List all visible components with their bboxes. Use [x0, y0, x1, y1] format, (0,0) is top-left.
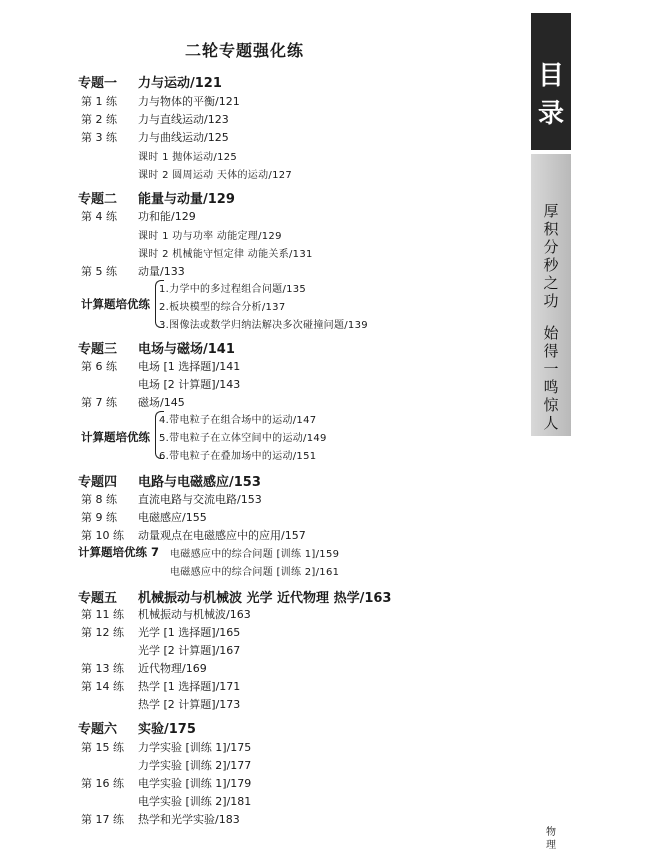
toc-label: 第 7 练	[81, 396, 117, 409]
toc-title: 机械振动与机械波 光学 近代物理 热学/163	[138, 591, 392, 606]
sidebar-slogan-char: 功	[543, 292, 559, 310]
toc-title: 动量观点在电磁感应中的应用/157	[138, 529, 306, 542]
toc-label: 第 5 练	[81, 265, 117, 278]
sidebar-slogan-char: 人	[543, 414, 559, 432]
toc-title: 课时 2 圆周运动 天体的运动/127	[138, 170, 293, 181]
page-title: 二轮专题强化练	[185, 41, 305, 60]
toc-label: 第 13 练	[81, 662, 124, 675]
toc-title: 课时 1 抛体运动/125	[138, 152, 238, 163]
toc-label: 第 10 练	[81, 529, 124, 542]
sidebar-slogan	[531, 154, 571, 436]
toc-label: 第 9 练	[81, 511, 117, 524]
toc-practice-label: 计算题培优练	[81, 297, 150, 311]
toc-title: 近代物理/169	[138, 662, 207, 675]
toc-practice-item: 4.带电粒子在组合场中的运动/147	[159, 415, 317, 426]
sidebar-slogan-char: 厚	[543, 202, 559, 220]
toc-title: 实验/175	[138, 722, 196, 737]
subject-char: 物	[546, 827, 556, 838]
toc-title: 电磁感应中的综合问题 [训练 1]/159	[170, 549, 340, 560]
toc-practice-label: 计算题培优练	[81, 430, 150, 444]
toc-title: 电学实验 [训练 1]/179	[138, 777, 252, 790]
toc-practice-item: 6.带电粒子在叠加场中的运动/151	[159, 451, 317, 462]
toc-title: 机械振动与机械波/163	[138, 608, 251, 621]
toc-title: 电学实验 [训练 2]/181	[138, 795, 252, 808]
toc-label: 专题六	[78, 722, 118, 737]
toc-title: 力与曲线运动/125	[138, 131, 229, 144]
toc-practice-item: 5.带电粒子在立体空间中的运动/149	[159, 433, 327, 444]
toc-label: 第 14 练	[81, 680, 124, 693]
toc-title: 热学 [2 计算题]/173	[138, 698, 241, 711]
toc-title: 力学实验 [训练 2]/177	[138, 759, 252, 772]
toc-title: 磁场/145	[138, 396, 185, 409]
toc-label: 第 8 练	[81, 493, 117, 506]
toc-label: 第 6 练	[81, 360, 117, 373]
sidebar-slogan-char: 始	[543, 324, 559, 342]
toc-practice-item: 3.图像法或数学归纳法解决多次碰撞问题/139	[159, 320, 368, 331]
toc-title: 力与物体的平衡/121	[138, 95, 240, 108]
toc-label: 第 1 练	[81, 95, 117, 108]
toc-title: 课时 1 功与功率 动能定理/129	[138, 231, 282, 242]
toc-label: 第 11 练	[81, 608, 124, 621]
subject-char: 理	[546, 840, 556, 851]
toc-title: 力与直线运动/123	[138, 113, 229, 126]
sidebar-heading	[531, 13, 571, 150]
toc-practice-label: 计算题培优练 7	[78, 545, 160, 559]
toc-label: 第 2 练	[81, 113, 117, 126]
toc-title: 电场与磁场/141	[138, 342, 235, 357]
toc-label: 专题四	[78, 475, 118, 490]
toc-practice-item: 1.力学中的多过程组合问题/135	[159, 284, 307, 295]
sidebar-slogan-char: 积	[543, 220, 559, 238]
sidebar-heading-char: 录	[537, 99, 564, 129]
toc-title: 电磁感应中的综合问题 [训练 2]/161	[170, 567, 340, 578]
toc-title: 光学 [1 选择题]/165	[138, 626, 241, 639]
toc-label: 专题一	[78, 76, 118, 91]
sidebar-slogan-char: 秒	[543, 256, 559, 274]
sidebar-slogan-char: 之	[543, 274, 559, 292]
sidebar-heading-char: 目	[537, 61, 564, 91]
sidebar-slogan-char: 惊	[543, 396, 559, 414]
toc-practice-item: 2.板块模型的综合分析/137	[159, 302, 286, 313]
toc-title: 电场 [1 选择题]/141	[138, 360, 241, 373]
toc-label: 第 3 练	[81, 131, 117, 144]
toc-label: 第 16 练	[81, 777, 124, 790]
toc-label: 第 12 练	[81, 626, 124, 639]
toc-title: 力学实验 [训练 1]/175	[138, 741, 252, 754]
toc-title: 电场 [2 计算题]/143	[138, 378, 241, 391]
toc-title: 热学 [1 选择题]/171	[138, 680, 241, 693]
toc-label: 第 15 练	[81, 741, 124, 754]
toc-title: 直流电路与交流电路/153	[138, 493, 262, 506]
toc-title: 力与运动/121	[138, 76, 222, 91]
sidebar-slogan-char: 鸣	[543, 378, 559, 396]
toc-label: 专题五	[78, 591, 118, 606]
sidebar-slogan-char: 一	[543, 360, 559, 378]
sidebar-tab	[531, 13, 571, 436]
toc-title: 能量与动量/129	[138, 192, 235, 207]
toc-title: 电磁感应/155	[138, 511, 207, 524]
subject-label	[544, 826, 558, 852]
toc-title: 动量/133	[138, 265, 185, 278]
sidebar-slogan-char: 分	[543, 238, 559, 256]
toc-label: 专题三	[78, 342, 118, 357]
toc-title: 课时 2 机械能守恒定律 动能关系/131	[138, 249, 313, 260]
sidebar-slogan-char: 得	[543, 342, 559, 360]
toc-title: 热学和光学实验/183	[138, 813, 240, 826]
toc-label: 专题二	[78, 192, 118, 207]
toc-title: 电路与电磁感应/153	[138, 475, 261, 490]
toc-title: 功和能/129	[138, 210, 196, 223]
toc-title: 光学 [2 计算题]/167	[138, 644, 241, 657]
toc-label: 第 4 练	[81, 210, 117, 223]
toc-label: 第 17 练	[81, 813, 124, 826]
